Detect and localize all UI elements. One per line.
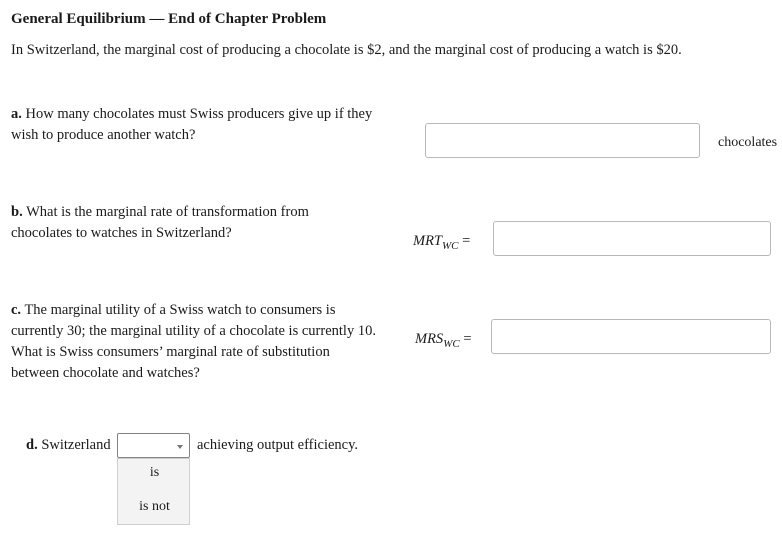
- answer-a-unit: chocolates: [718, 135, 778, 150]
- caret-down-icon[interactable]: [177, 445, 183, 449]
- mrs-sub: WC: [443, 337, 460, 350]
- question-d-prefix: [26, 437, 111, 454]
- answer-a-input[interactable]: [425, 123, 700, 158]
- answer-b-input[interactable]: [493, 221, 771, 256]
- question-a: [11, 104, 401, 146]
- mrs-equals: =: [463, 331, 472, 347]
- page-title: General Equilibrium — End of Chapter Problem: [11, 11, 327, 27]
- mrt-equals: =: [462, 233, 471, 249]
- question-c-text: The marginal utility of a Swiss watch to consumers is currently 30; the marginal utility of a chocolate is currently 10. What is Swiss consumers’ marginal rate of substitution between chocolate and watches?: [11, 302, 376, 381]
- mrt-sub: WC: [442, 239, 459, 252]
- question-b: [11, 202, 341, 244]
- mrt-symbol: [413, 233, 470, 252]
- mrs-main: MRS: [415, 331, 444, 347]
- output-efficiency-select[interactable]: [117, 433, 190, 458]
- question-a-text: How many chocolates must Swiss producers give up if they wish to produce another watch?: [11, 106, 373, 143]
- answer-c-input[interactable]: [491, 319, 771, 354]
- option-is-not[interactable]: is not: [139, 499, 170, 514]
- option-is[interactable]: is: [149, 465, 160, 480]
- question-c-label: c.: [11, 302, 22, 318]
- mrt-main: MRT: [413, 233, 442, 249]
- select-dropdown-menu: [117, 458, 190, 525]
- question-a-label: a.: [11, 106, 22, 122]
- question-d-suffix: achieving output efficiency.: [197, 437, 359, 453]
- question-d-prefix-text: Switzerland: [41, 437, 111, 453]
- question-c: [11, 300, 381, 384]
- question-d-label: d.: [26, 437, 38, 453]
- problem-intro: In Switzerland, the marginal cost of producing a chocolate is $2, and the marginal cost of producing a watch is $20.: [11, 42, 682, 58]
- question-b-label: b.: [11, 204, 23, 220]
- question-b-text: What is the marginal rate of transformation from chocolates to watches in Switzerland?: [11, 204, 309, 241]
- mrs-symbol: [415, 331, 472, 350]
